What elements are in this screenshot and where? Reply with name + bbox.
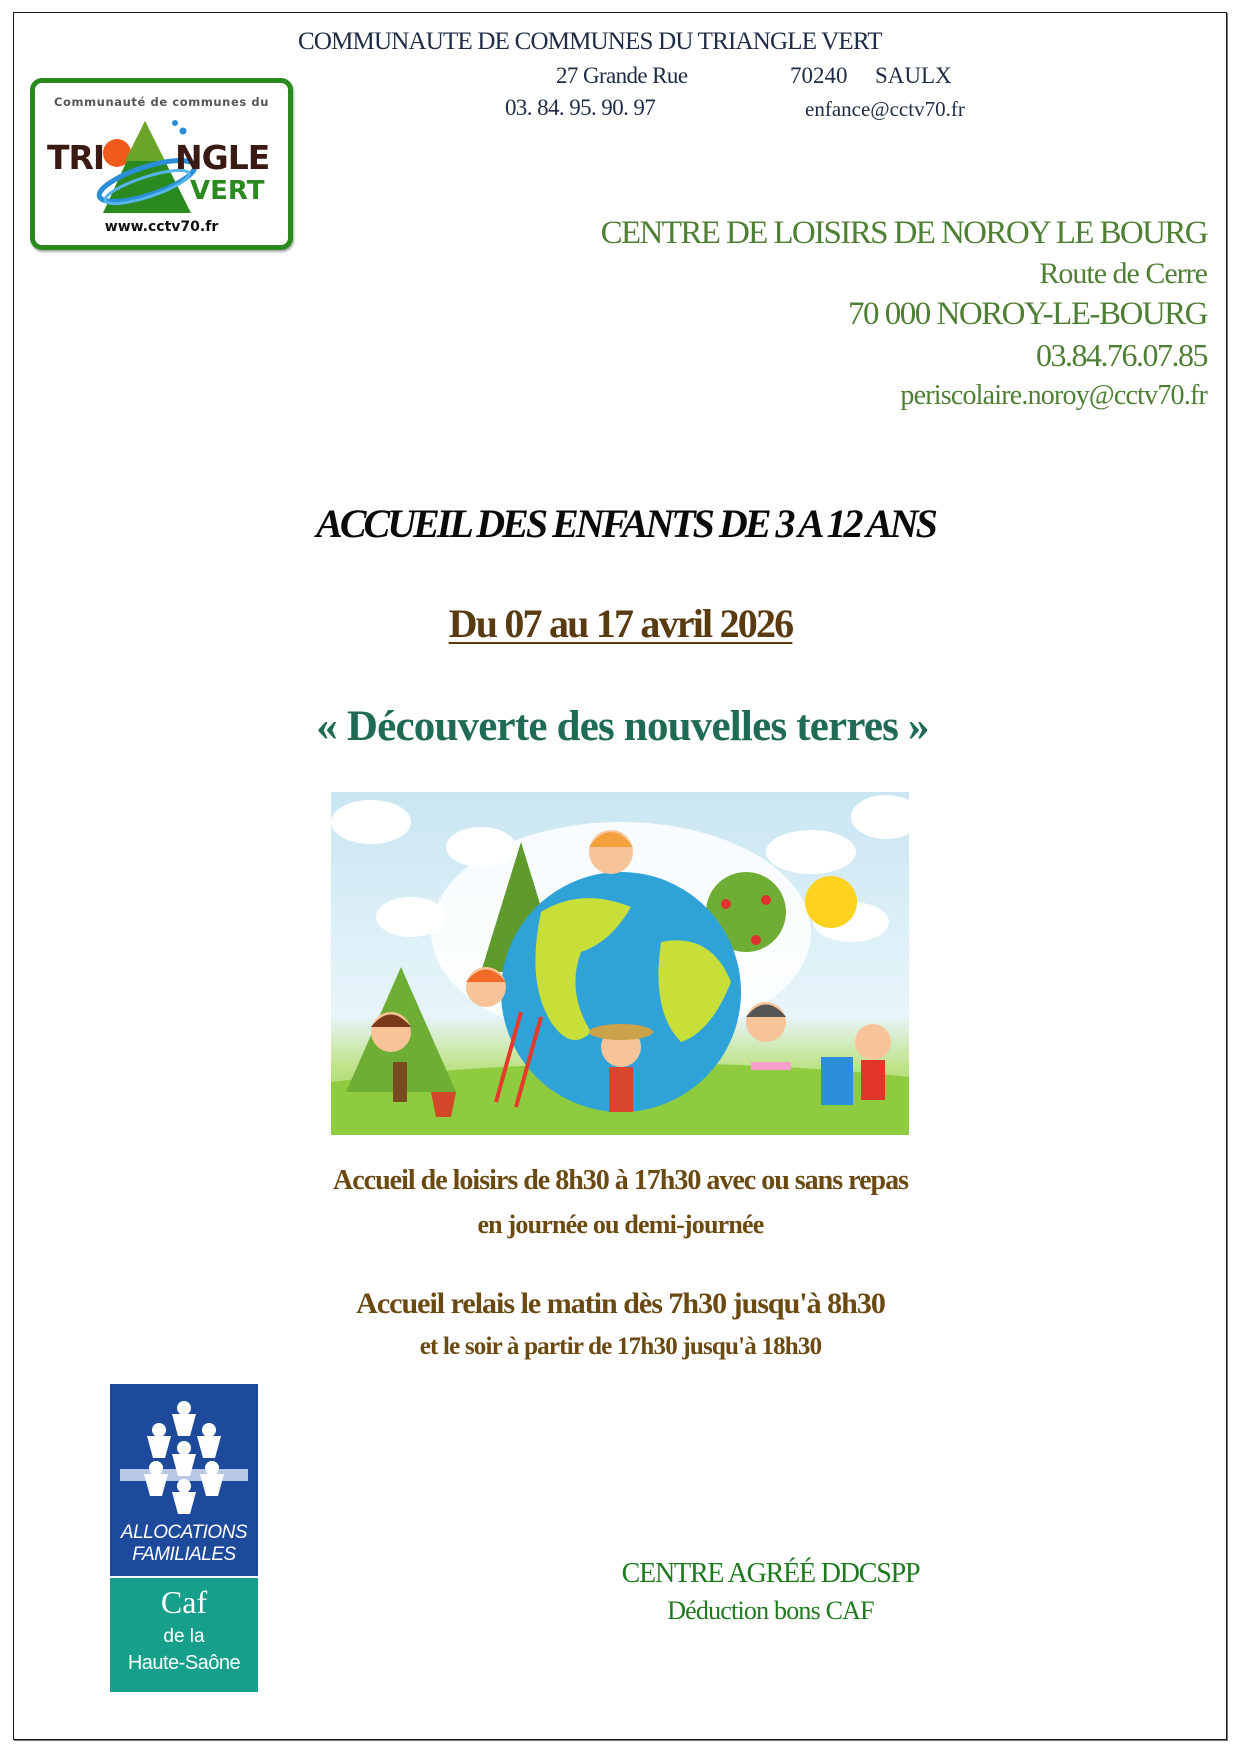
family-figures-icon	[134, 1400, 234, 1515]
org-address-city: SAULX	[875, 63, 952, 88]
caf-vouchers-text: Déduction bons CAF	[667, 1596, 874, 1625]
logo-url: www.cctv70.fr	[104, 219, 219, 235]
org-name: COMMUNAUTE DE COMMUNES DU TRIANGLE VERT	[298, 28, 882, 55]
caf-title: Caf	[160, 1584, 208, 1620]
theme-title: « Découverte des nouvelles terres »	[316, 703, 929, 750]
centre-name: CENTRE DE LOISIRS DE NOROY LE BOURG	[600, 215, 1207, 251]
centre-road: Route de Cerre	[1039, 257, 1207, 290]
caf-region: Haute-Saône	[127, 1652, 241, 1674]
dates-text: Du 07 au 17 avril 2026	[448, 601, 793, 646]
info-day-mode: en journée ou demi-journée	[477, 1210, 764, 1239]
logo-word-vert: VERT	[190, 176, 265, 206]
earth-illustration-icon	[331, 792, 909, 1135]
centre-email: periscolaire.noroy@cctv70.fr	[900, 380, 1207, 411]
info-morning-relay: Accueil relais le matin dès 7h30 jusqu'à 8h30	[356, 1287, 885, 1320]
logo-word-ngle: NGLE	[175, 138, 270, 177]
age-range-title: ACCUEIL DES ENFANTS DE 3 A 12 ANS	[316, 501, 935, 546]
org-address-street: 27 Grande Rue	[556, 63, 688, 88]
org-address-zip: 70240	[790, 63, 848, 88]
approval-text: CENTRE AGRÉÉ DDCSPP	[621, 1558, 920, 1589]
org-phone: 03. 84. 95. 90. 97	[505, 95, 656, 120]
logo-top-text: Communauté de communes du	[53, 95, 270, 109]
logo-word-tri: TRI	[47, 138, 105, 177]
caf-logo	[110, 1384, 258, 1692]
triangle-vert-logo	[30, 78, 293, 250]
dates-heading	[0, 600, 1241, 647]
caf-line2: FAMILIALES	[132, 1544, 236, 1565]
centre-city: 70 000 NOROY-LE-BOURG	[848, 296, 1207, 332]
caf-line1: ALLOCATIONS	[120, 1522, 248, 1543]
children-earth-illustration	[331, 792, 909, 1135]
centre-phone: 03.84.76.07.85	[1036, 337, 1207, 373]
info-hours: Accueil de loisirs de 8h30 à 17h30 avec ou sans repas	[333, 1165, 908, 1196]
org-email: enfance@cctv70.fr	[805, 97, 965, 121]
info-evening-relay: et le soir à partir de 17h30 jusqu'à 18h30	[419, 1333, 822, 1360]
caf-de-la: de la	[163, 1626, 205, 1647]
